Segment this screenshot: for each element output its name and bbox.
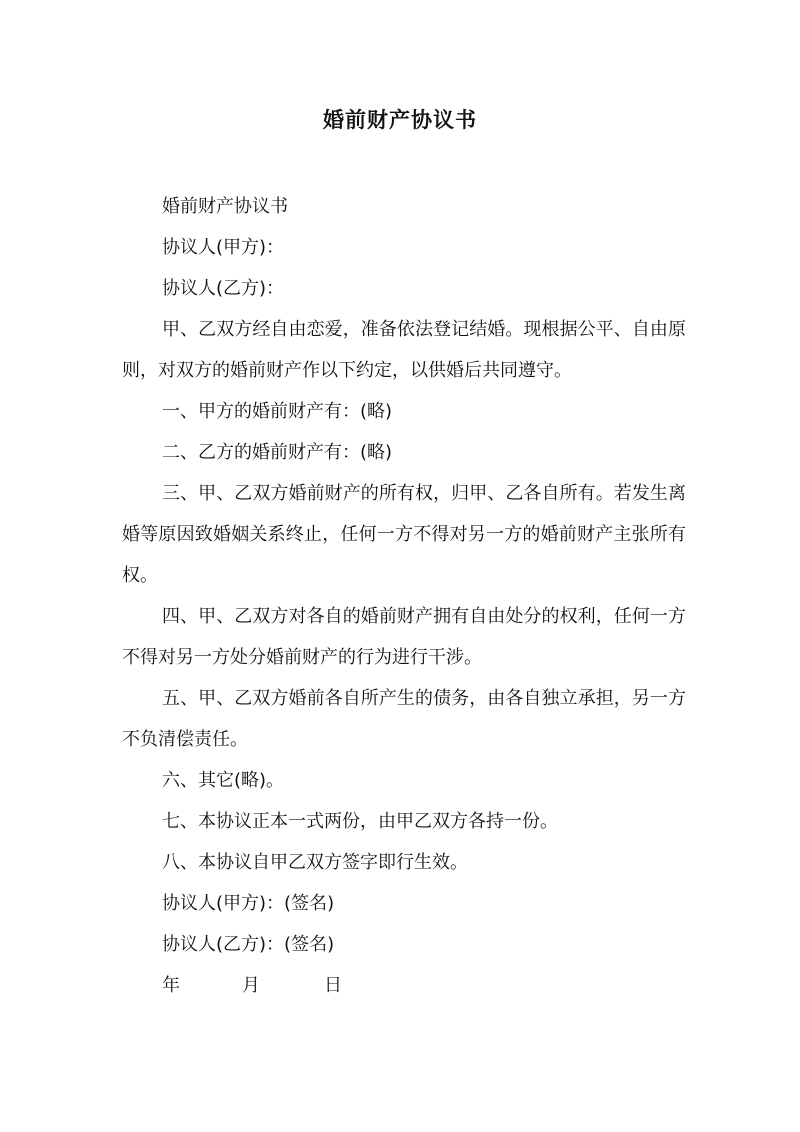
date-day-label: 日: [324, 975, 342, 996]
clause-3: 三、甲、乙双方婚前财产的所有权，归甲、乙各自所有。若发生离婚等原因致婚姻关系终止，任何一方不得对另一方的婚前财产主张所有权。: [122, 483, 686, 586]
paragraph-heading: 婚前财产协议书: [162, 196, 288, 217]
date-line: [122, 965, 686, 1006]
clause-4: 四、甲、乙双方对各自的婚前财产拥有自由处分的权利，任何一方不得对另一方处分婚前财产的行为进行干涉。: [122, 606, 686, 668]
clause-1: 一、甲方的婚前财产有：(略): [162, 401, 393, 422]
clause-8: 八、本协议自甲乙双方签字即行生效。: [162, 852, 468, 873]
document-title: 婚前财产协议书: [323, 108, 477, 132]
clause-7: 七、本协议正本一式两份，由甲乙双方各持一份。: [162, 811, 558, 832]
date-year-label: 年: [162, 975, 180, 996]
paragraph-party-b: 协议人(乙方)：: [162, 278, 285, 299]
clause-2: 二、乙方的婚前财产有：(略): [162, 442, 393, 463]
date-month-label: 月: [242, 975, 260, 996]
clause-6: 六、其它(略)。: [162, 770, 285, 791]
signature-party-b: 协议人(乙方)：(签名): [162, 934, 335, 955]
signature-party-a: 协议人(甲方)：(签名): [162, 893, 335, 914]
paragraph-party-a: 协议人(甲方)：: [162, 237, 285, 258]
paragraph-preamble: 甲、乙双方经自由恋爱，准备依法登记结婚。现根据公平、自由原则，对双方的婚前财产作以下约定，以供婚后共同遵守。: [122, 319, 686, 381]
clause-5: 五、甲、乙双方婚前各自所产生的债务，由各自独立承担，另一方不负清偿责任。: [122, 688, 686, 750]
document-body: [122, 186, 686, 1006]
